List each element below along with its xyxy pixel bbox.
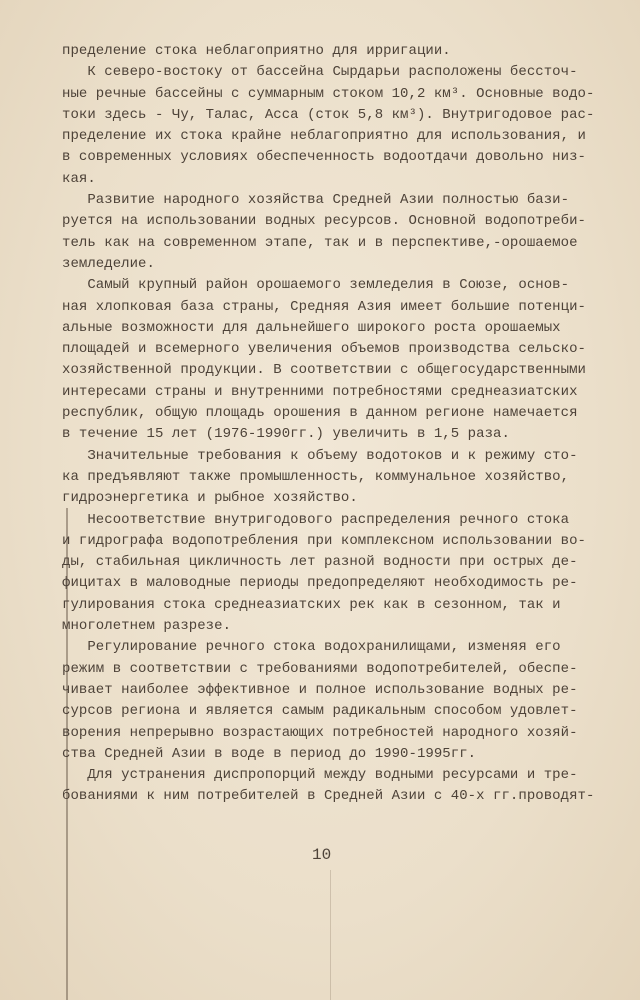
- text-line: пределение стока неблагоприятно для ирригации.: [62, 43, 451, 59]
- text-line: Развитие народного хозяйства Средней Азии полностью бази-: [62, 192, 570, 209]
- page-crease: [330, 870, 331, 1000]
- text-line: земледелие.: [62, 255, 155, 272]
- text-line: Значительные требования к объему водотоков и к режиму сто-: [62, 447, 578, 464]
- text-line: фицитах в маловодные периоды предопределяют необходимость ре-: [62, 575, 578, 592]
- text-line: К северо-востоку от бассейна Сырдарьи расположены бессточ-: [62, 64, 578, 81]
- text-line: руется на использовании водных ресурсов. Основной водопотреби-: [62, 213, 586, 230]
- text-line: чивает наиболее эффективное и полное использование водных ре-: [62, 681, 578, 698]
- text-line: Самый крупный район орошаемого земледелия в Союзе, основ-: [62, 277, 570, 294]
- text-line: гулирования стока среднеазиатских рек как в сезонном, так и: [62, 596, 561, 613]
- text-line: Несоответствие внутригодового распределения речного стока: [62, 511, 570, 528]
- text-line: бованиями к ним потребителей в Средней Азии с 40-х гг.проводят-: [62, 788, 595, 805]
- text-line: в течение 15 лет (1976-1990гг.) увеличить в 1,5 раза.: [62, 426, 510, 443]
- text-line: сурсов региона и является самым радикальным способом удовлет-: [62, 703, 578, 720]
- body-text: [62, 41, 622, 808]
- text-line: альные возможности для дальнейшего широкого роста орошаемых: [62, 319, 561, 336]
- text-line: тель как на современном этапе, так и в перспективе,-орошаемое: [62, 234, 578, 251]
- text-line: интересами страны и внутренними потребностями среднеазиатских: [62, 383, 578, 400]
- text-line: в современных условиях обеспеченность водоотдачи довольно низ-: [62, 149, 586, 166]
- text-line: пределение их стока крайне неблагоприятно для использования, и: [62, 128, 586, 145]
- text-line: Для устранения диспропорций между водными ресурсами и тре-: [62, 767, 578, 784]
- text-line: токи здесь - Чу, Талас, Асса (сток 5,8 км³). Внутригодовое рас-: [62, 106, 595, 123]
- text-line: многолетнем разрезе.: [62, 618, 232, 635]
- text-line: ворения непрерывно возрастающих потребностей народного хозяй-: [62, 724, 578, 741]
- text-line: гидроэнергетика и рыбное хозяйство.: [62, 490, 358, 507]
- text-line: ства Средней Азии в воде в период до 1990-1995гг.: [62, 745, 477, 762]
- text-line: хозяйственной продукции. В соответствии с общегосударственными: [62, 362, 586, 379]
- text-line: площадей и всемерного увеличения объемов производства сельско-: [62, 341, 586, 358]
- text-line: ные речные бассейны с суммарным стоком 10,2 км³. Основные водо-: [62, 85, 595, 102]
- text-line: Регулирование речного стока водохранилищами, изменяя его: [62, 639, 561, 656]
- text-line: режим в соответствии с требованиями водопотребителей, обеспе-: [62, 660, 578, 677]
- text-line: ка предъявляют также промышленность, коммунальное хозяйство,: [62, 468, 570, 485]
- page-number: 10: [312, 846, 332, 864]
- text-line: кая.: [62, 170, 96, 187]
- text-line: республик, общую площадь орошения в данном регионе намечается: [62, 405, 578, 422]
- text-line: ная хлопковая база страны, Средняя Азия имеет большие потенци-: [62, 298, 586, 315]
- text-line: ды, стабильная цикличность лет разной водности при острых де-: [62, 554, 578, 571]
- text-line: и гидрографа водопотребления при комплексном использовании во-: [62, 532, 586, 549]
